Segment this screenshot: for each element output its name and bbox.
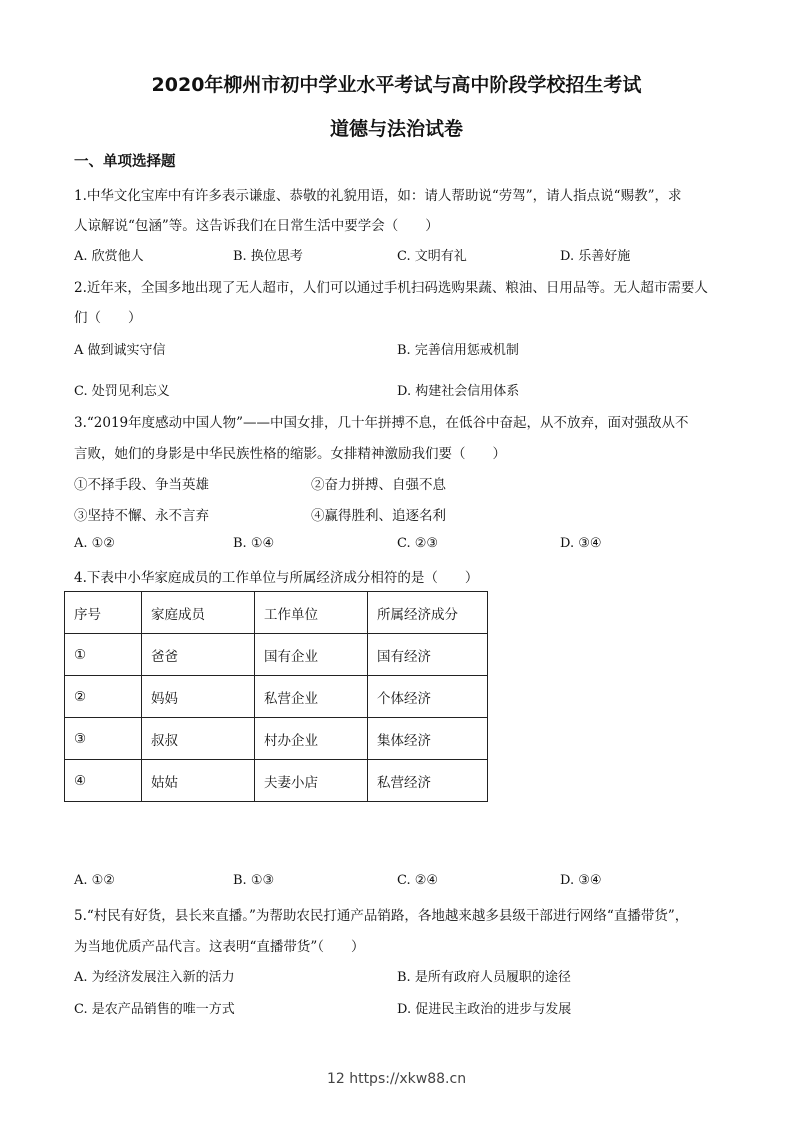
- table-cell: ②: [65, 676, 142, 718]
- table-cell: 个体经济: [368, 676, 488, 718]
- q1-line2: 人谅解说“包涵”等。这告诉我们在日常生活中要学会（ ）: [74, 218, 439, 234]
- q1-option-a: A. 欣赏他人: [74, 249, 144, 264]
- q3-option-d: D. ③④: [560, 536, 602, 551]
- q2-line1: 2.近年来，全国多地出现了无人超市，人们可以通过手机扫码选购果蔬、粮油、日用品等。无人超市需要人: [74, 280, 708, 296]
- q3-item-2: ②奋力拼搏、自强不息: [311, 477, 446, 493]
- table-header-cell: 所属经济成分: [368, 592, 488, 634]
- q5-line2: 为当地优质产品代言。这表明“直播带货”（ ）: [74, 939, 365, 955]
- q3-line1: 3.“2019年度感动中国人物”——中国女排，几十年拼搏不息，在低谷中奋起，从不放弃，面对强敌从不: [74, 415, 689, 431]
- q5-option-b: B. 是所有政府人员履职的途径: [397, 970, 571, 985]
- exam-subtitle: 道德与法治试卷: [329, 118, 463, 140]
- table-cell: 叔叔: [142, 718, 255, 760]
- table-header-cell: 序号: [65, 592, 142, 634]
- table-cell: 集体经济: [368, 718, 488, 760]
- table-cell: 爸爸: [142, 634, 255, 676]
- q2-option-a: A 做到诚实守信: [74, 343, 166, 358]
- q3-option-b: B. ①④: [233, 536, 275, 551]
- q3-item-1: ①不择手段、争当英雄: [74, 477, 209, 493]
- table-cell: ③: [65, 718, 142, 760]
- table-cell: ④: [65, 760, 142, 802]
- table-row: [65, 760, 488, 802]
- section-heading: 一、单项选择题: [74, 154, 176, 170]
- table-row: [65, 676, 488, 718]
- q5-option-d: D. 促进民主政治的进步与发展: [397, 1002, 572, 1017]
- q5-line1: 5.“村民有好货，县长来直播。”为帮助农民打通产品销路，各地越来越多县级干部进行网络“直播带货”，: [74, 908, 689, 924]
- table-header-row: [65, 592, 488, 634]
- table-cell: ①: [65, 634, 142, 676]
- table-cell: 国有企业: [255, 634, 368, 676]
- q1-line1: 1.中华文化宝库中有许多表示谦虚、恭敬的礼貌用语，如：请人帮助说“劳驾”，请人指点说“赐教”，求: [74, 188, 682, 204]
- table-cell: 夫妻小店: [255, 760, 368, 802]
- table-cell: 私营经济: [368, 760, 488, 802]
- q2-line2: 们（ ）: [74, 310, 142, 326]
- q3-option-a: A. ①②: [74, 536, 115, 551]
- q4-option-d: D. ③④: [560, 873, 602, 888]
- q4-line1: 4.下表中小华家庭成员的工作单位与所属经济成分相符的是（ ）: [74, 570, 479, 586]
- q5-option-c: C. 是农产品销售的唯一方式: [74, 1002, 235, 1017]
- q1-option-b: B. 换位思考: [233, 249, 303, 264]
- family-work-table: [64, 591, 488, 802]
- q5-option-a: A. 为经济发展注入新的活力: [74, 970, 235, 985]
- q1-option-c: C. 文明有礼: [397, 249, 467, 264]
- q2-option-c: C. 处罚见利忘义: [74, 384, 170, 399]
- table-cell: 妈妈: [142, 676, 255, 718]
- q3-item-3: ③坚持不懈、永不言弃: [74, 508, 209, 524]
- q3-line2: 言败，她们的身影是中华民族性格的缩影。女排精神激励我们要（ ）: [74, 446, 506, 462]
- q3-item-4: ④赢得胜利、追逐名利: [311, 508, 446, 524]
- table-header-cell: 家庭成员: [142, 592, 255, 634]
- table-row: [65, 718, 488, 760]
- table-row: [65, 634, 488, 676]
- q2-option-b: B. 完善信用惩戒机制: [397, 343, 519, 358]
- exam-title: 2020年柳州市初中学业水平考试与高中阶段学校招生考试: [151, 74, 642, 96]
- table-cell: 私营企业: [255, 676, 368, 718]
- q3-option-c: C. ②③: [397, 536, 439, 551]
- q4-option-b: B. ①③: [233, 873, 275, 888]
- q4-option-a: A. ①②: [74, 873, 115, 888]
- table-cell: 姑姑: [142, 760, 255, 802]
- table-cell: 国有经济: [368, 634, 488, 676]
- q4-option-c: C. ②④: [397, 873, 439, 888]
- table-cell: 村办企业: [255, 718, 368, 760]
- table-header-cell: 工作单位: [255, 592, 368, 634]
- page-footer: 12 https://xkw88.cn: [326, 1071, 467, 1087]
- q2-option-d: D. 构建社会信用体系: [397, 384, 520, 399]
- q1-option-d: D. 乐善好施: [560, 249, 631, 264]
